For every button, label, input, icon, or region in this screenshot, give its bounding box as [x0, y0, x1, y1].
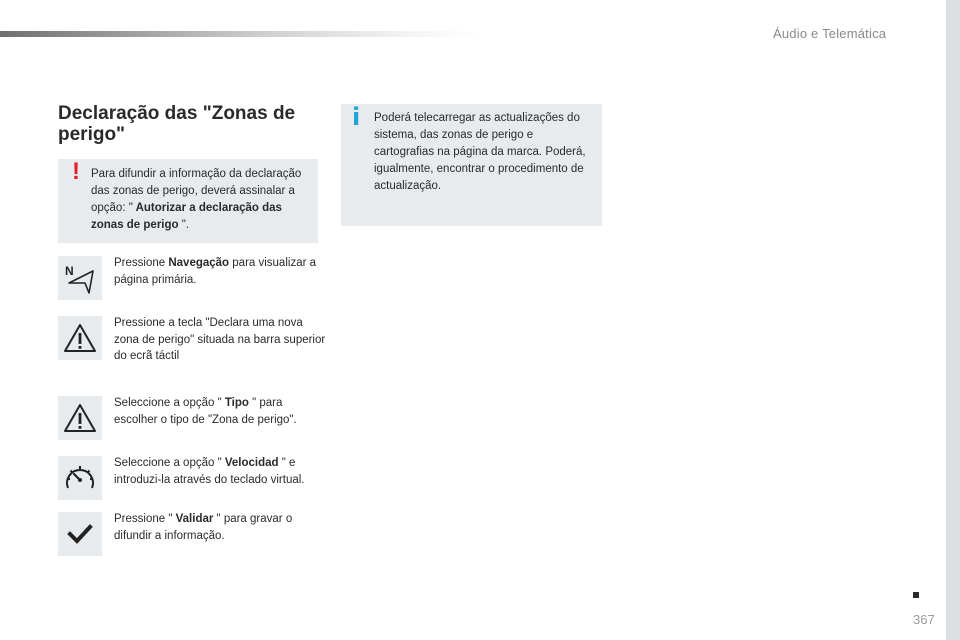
info-note-text: Poderá telecarregar as actualizações do sistema, das zonas de perigo e cartografias na página da marca. Poderá, igualmente, encontrar o procedimento de actualização. — [374, 112, 586, 192]
header-gradient-bar — [0, 31, 480, 37]
section-header-label: Áudio e Telemática — [773, 26, 887, 41]
exclamation-icon: ! — [72, 158, 80, 185]
page-title: Declaração das "Zonas de perigo" — [58, 103, 296, 145]
page-marker — [913, 592, 919, 598]
step-description: Pressione " Validar " para gravar o difundir a informação. — [114, 513, 293, 542]
warning-triangle-icon — [58, 396, 102, 440]
info-icon: i — [352, 103, 361, 131]
page-number: 367 — [913, 612, 935, 627]
step-description: Pressione Navegação para visualizar a página primária. — [114, 257, 317, 286]
step-description: Seleccione a opção " Velocidad " e introduzi-la através do teclado virtual. — [114, 457, 305, 486]
page-edge-strip — [946, 0, 960, 640]
svg-text:N: N — [65, 264, 74, 278]
info-note — [341, 104, 602, 226]
warning-note-text: Para difundir a informação da declaração das zonas de perigo, deverá assinalar a opção: " Autorizar a declaração das zonas de perigo ". — [91, 168, 302, 231]
navigation-icon — [58, 256, 102, 300]
speedometer-icon — [58, 456, 102, 500]
warning-note — [58, 159, 318, 243]
step-description: Seleccione a opção " Tipo " para escolher o tipo de "Zona de perigo". — [114, 397, 297, 426]
checkmark-icon — [58, 512, 102, 556]
warning-triangle-icon — [58, 316, 102, 360]
step-description: Pressione a tecla "Declara uma nova zona de perigo" situada na barra superior do ecrã táctil — [114, 317, 326, 362]
